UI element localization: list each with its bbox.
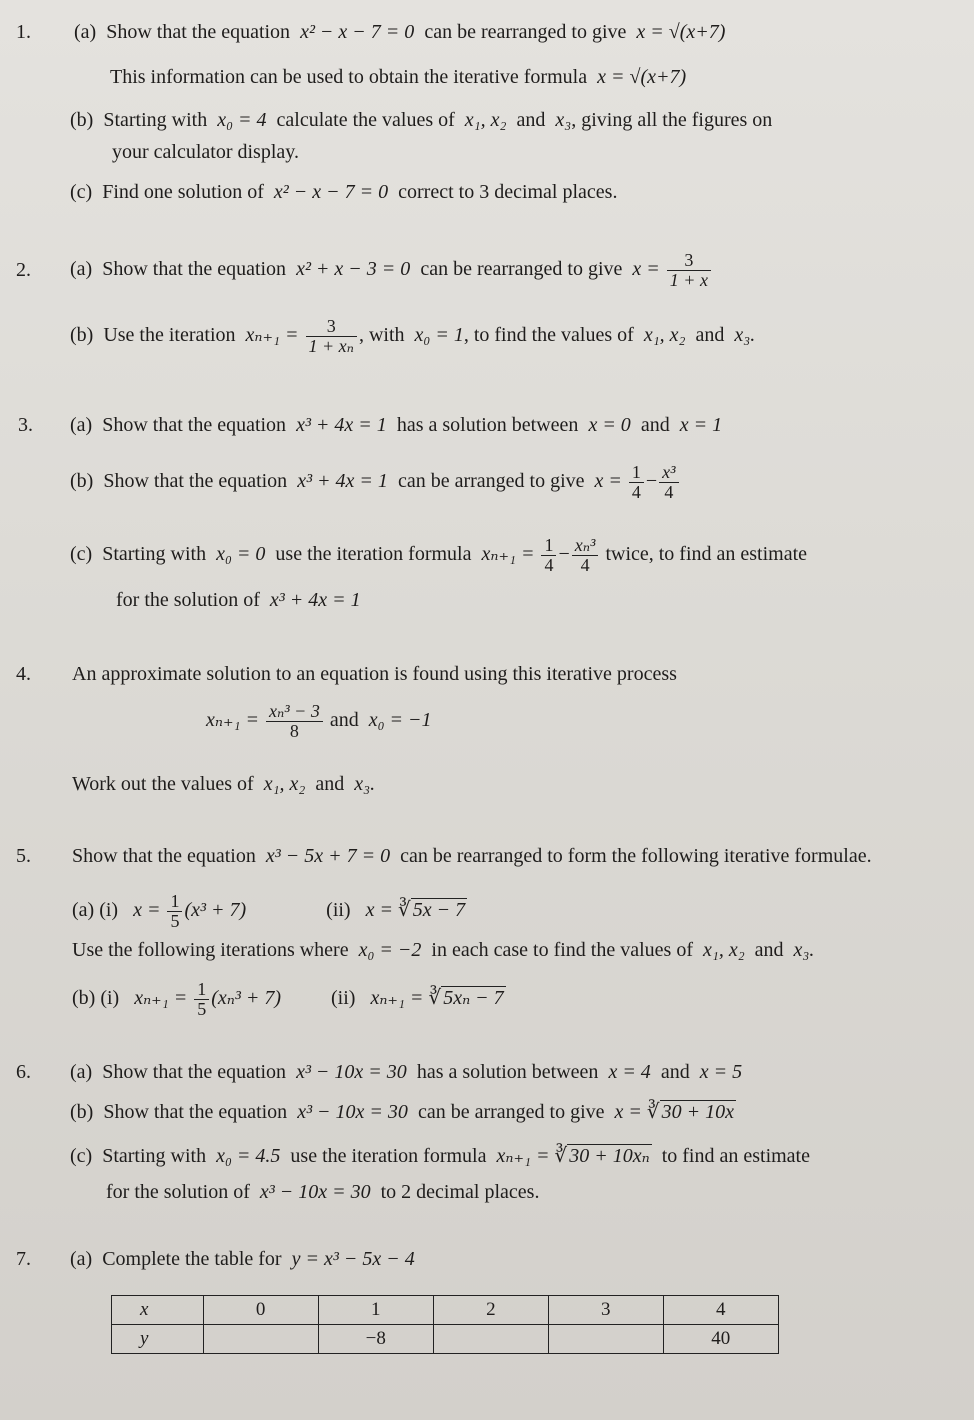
- q3a-label: (a): [70, 414, 93, 436]
- q2b-vals: x₁, x₂: [643, 324, 686, 346]
- q6c-text4: for the solution of: [106, 1181, 250, 1203]
- q3a-and: and: [640, 414, 670, 436]
- q5bi-lhs: xₙ₊₁ =: [134, 987, 188, 1009]
- q3c-fraction-2-num: xₙ³: [572, 536, 599, 556]
- q1c-text1: Find one solution of: [102, 181, 264, 203]
- q3c-text4: for the solution of: [116, 589, 260, 611]
- q5-number: 5.: [16, 845, 31, 867]
- q2a-numerator: 3: [667, 251, 711, 271]
- q3c-x0: x₀ = 0: [216, 543, 266, 565]
- q3b-fraction-2: [659, 463, 678, 502]
- q1a-label: (a): [74, 21, 97, 43]
- q5a-line: [72, 888, 467, 932]
- q1-info-line: [110, 65, 686, 89]
- q4-text: An approximate solution to an equation is found using this iterative process: [72, 663, 677, 685]
- q1b-text2: calculate the values of: [276, 109, 455, 131]
- q4-denominator: 8: [289, 720, 299, 741]
- q6c-text2: use the iteration formula: [290, 1145, 487, 1167]
- q5-text2: can be rearranged to form the following iterative formulae.: [400, 845, 872, 867]
- q1b-label: (b): [70, 109, 94, 131]
- q3b-lhs: x =: [594, 470, 622, 492]
- q5bi-fraction-den: 5: [197, 998, 207, 1019]
- q3b-fraction-1-num: 1: [629, 463, 644, 483]
- q6a-and: and: [660, 1061, 690, 1083]
- q6c-label: (c): [70, 1145, 93, 1167]
- q2a-equation: x² + x − 3 = 0: [296, 258, 411, 280]
- q7-table-y-cell: −8: [318, 1325, 433, 1354]
- q1a-mid: can be rearranged to give: [424, 21, 627, 43]
- q2a-mid: can be rearranged to give: [420, 258, 623, 280]
- q2b-label: (b): [70, 324, 94, 346]
- q2b-denominator: 1 + xₙ: [308, 335, 354, 356]
- q2a-label: (a): [70, 258, 93, 280]
- q7-table-x-cell: 3: [548, 1296, 663, 1325]
- q3b-equation: x³ + 4x = 1: [297, 470, 388, 492]
- q6b-label: (b): [70, 1101, 94, 1123]
- q5bi-label: (b) (i): [72, 987, 120, 1009]
- q7-table-y-cell[interactable]: [433, 1325, 548, 1354]
- q1b-line: [70, 108, 772, 132]
- q7-table-y-cell[interactable]: [203, 1325, 318, 1354]
- q3b-fraction-1: [629, 463, 644, 502]
- q3c-fraction-1-num: 1: [541, 536, 556, 556]
- q3a-line: [70, 413, 722, 437]
- q1b-and: and: [516, 109, 546, 131]
- q2b-x0: x₀ = 1: [414, 324, 464, 346]
- q4-vals: x₁, x₂: [263, 773, 306, 795]
- q6a-label: (a): [70, 1061, 93, 1083]
- q3a-equation: x³ + 4x = 1: [296, 414, 387, 436]
- q7a-text: Complete the table for: [102, 1248, 282, 1270]
- q1c-text2: correct to 3 decimal places.: [398, 181, 618, 203]
- q3a-mid: has a solution between: [396, 414, 579, 436]
- q5aii-root-symbol: ∛: [397, 899, 411, 921]
- q1c-label: (c): [70, 181, 93, 203]
- q3c-fraction-1: [541, 536, 556, 575]
- q3a-lower: x = 0: [588, 414, 631, 436]
- q1b-text3: , giving all the figures on: [571, 109, 773, 131]
- q4-fraction: [266, 702, 323, 741]
- q3a-text: Show that the equation: [102, 414, 287, 436]
- q3b-text: Show that the equation: [103, 470, 288, 492]
- q5-text: Show that the equation: [72, 845, 256, 867]
- q1b-line2: your calculator display.: [112, 141, 299, 163]
- q2a-lhs: x =: [632, 258, 660, 280]
- q3c-line: (c) Starting with x₀ = 0 use the iteration formula xₙ₊₁ = $\frac{1}{4}$ − $\frac{\text{xₙ³}}{4}$ twice, to find an estimate: [70, 534, 808, 575]
- q1b-x0: x₀ = 4: [217, 109, 267, 131]
- q7-table-x-cell: 2: [433, 1296, 548, 1325]
- q5-use: Use the following iterations where: [72, 939, 349, 961]
- q7-table-row-y: [112, 1325, 779, 1354]
- q1b-x3: x₃: [555, 109, 572, 131]
- q4-formula-line: [206, 697, 432, 743]
- q6a-mid: has a solution between: [416, 1061, 599, 1083]
- q4-x3: x₃.: [354, 773, 376, 795]
- q4-and2: and: [315, 773, 345, 795]
- q7-table-y-cell[interactable]: [548, 1325, 663, 1354]
- q7a-label: (a): [70, 1248, 93, 1270]
- q2b-text3: , to find the values of: [463, 324, 634, 346]
- q6c-text1: Starting with: [102, 1145, 207, 1167]
- q5ai-fraction-num: 1: [167, 892, 182, 912]
- q7-table-x-cell: 4: [663, 1296, 778, 1325]
- q6a-text: Show that the equation: [102, 1061, 287, 1083]
- q2b-text2: , with: [358, 324, 405, 346]
- q6c-radicand: 30 + 10xₙ: [569, 1145, 650, 1167]
- q6b-radicand: 30 + 10x: [661, 1101, 735, 1123]
- q6c-line: [70, 1144, 810, 1168]
- q2a-fraction: [667, 251, 711, 290]
- q6b-equation: x³ − 10x = 30: [297, 1101, 408, 1123]
- q6b-lhs: x =: [614, 1101, 642, 1123]
- q7a-equation: y = x³ − 5x − 4: [291, 1248, 415, 1270]
- q5aii-label: (ii): [326, 899, 351, 921]
- q3c-fraction-2: [572, 536, 599, 575]
- q4-lhs: xₙ₊₁ =: [206, 709, 259, 731]
- q5-equation: x³ − 5x + 7 = 0: [265, 845, 391, 867]
- q5ai-rest: (x³ + 7): [184, 899, 247, 921]
- q5-line: [72, 844, 872, 868]
- q4-work-line: [72, 772, 375, 796]
- q7a-line: [70, 1247, 415, 1271]
- q2b-and: and: [695, 324, 725, 346]
- q7-table-x-cell: 0: [203, 1296, 318, 1325]
- q7-table-y-header: y: [112, 1325, 204, 1354]
- q5aii-lhs: x =: [365, 899, 393, 921]
- q6a-line: [70, 1060, 742, 1084]
- q5ai-label: (a) (i): [72, 899, 119, 921]
- q1a-text: Show that the equation: [106, 21, 291, 43]
- q1a-equation: x² − x − 7 = 0: [300, 21, 415, 43]
- q5bii-lhs: xₙ₊₁ =: [370, 987, 424, 1009]
- q1c-line: [70, 180, 617, 204]
- q4-numerator: xₙ³ − 3: [266, 702, 323, 722]
- q7-table-y-cell: 40: [663, 1325, 778, 1354]
- q3b-fraction-2-den: 4: [664, 481, 674, 502]
- q3c-equation: x³ + 4x = 1: [269, 589, 361, 611]
- q1a-line: [74, 20, 725, 44]
- q2a-denominator: 1 + x: [669, 269, 708, 290]
- q6b-mid: can be arranged to give: [417, 1101, 605, 1123]
- q5-use-x0: x₀ = −2: [358, 939, 422, 961]
- q6-number: 6.: [16, 1061, 31, 1083]
- q4-work: Work out the values of: [72, 773, 254, 795]
- q6c-lhs: xₙ₊₁ =: [496, 1145, 550, 1167]
- q4-number: 4.: [16, 663, 31, 685]
- q2b-text1: Use the iteration: [103, 324, 236, 346]
- q2-number: 2.: [16, 259, 31, 281]
- q6b-line: [70, 1100, 736, 1124]
- q3c-text3: twice, to find an estimate: [605, 543, 808, 565]
- q3b-mid: can be arranged to give: [397, 470, 585, 492]
- q5-use-vals: x₁, x₂: [702, 939, 745, 961]
- q5bii-label: (ii): [331, 987, 356, 1009]
- q7-table-row-x: [112, 1296, 779, 1325]
- q5aii-radicand: 5x − 7: [412, 899, 466, 921]
- q7-table: [111, 1295, 779, 1354]
- q3a-upper: x = 1: [679, 414, 723, 436]
- q6a-lower: x = 4: [608, 1061, 651, 1083]
- q6a-upper: x = 5: [699, 1061, 743, 1083]
- q3c-label: (c): [70, 543, 93, 565]
- q6b-root-symbol: ∛: [646, 1101, 660, 1123]
- q6c-root-symbol: ∛: [554, 1145, 568, 1167]
- q5b-line: [72, 976, 506, 1020]
- q7-number: 7.: [16, 1248, 31, 1270]
- q3c-text2: use the iteration formula: [275, 543, 472, 565]
- q6c-equation: x³ − 10x = 30: [259, 1181, 371, 1203]
- q4-and: and: [329, 709, 359, 731]
- q5bi-rest: (xₙ³ + 7): [211, 987, 281, 1009]
- q5ai-lhs: x =: [133, 899, 161, 921]
- q1-info: This information can be used to obtain the iterative formula: [110, 66, 588, 88]
- q5bii-radicand: 5xₙ − 7: [443, 987, 504, 1009]
- q7-table-x-cell: 1: [318, 1296, 433, 1325]
- q2a-text: Show that the equation: [102, 258, 287, 280]
- q2b-lhs: xₙ₊₁ =: [245, 324, 299, 346]
- q1b-text1: Starting with: [103, 109, 208, 131]
- q2a-line: [70, 248, 713, 290]
- q1-info-formula: x = √(x+7): [597, 66, 687, 88]
- q3c-lhs: xₙ₊₁ =: [481, 543, 535, 565]
- q5ai-fraction: [167, 892, 182, 931]
- q6c-text3: to find an estimate: [661, 1145, 810, 1167]
- q5ai-fraction-den: 5: [170, 910, 180, 931]
- q3b-label: (b): [70, 470, 94, 492]
- q5-use-x3: x₃.: [793, 939, 815, 961]
- q3c-text1: Starting with: [102, 543, 207, 565]
- q1-number: 1.: [16, 21, 31, 43]
- q5bii-root-symbol: ∛: [428, 987, 442, 1009]
- q1b-vals: x₁, x₂: [464, 109, 507, 131]
- q4-x0: x₀ = −1: [368, 709, 432, 731]
- q5bi-fraction-num: 1: [194, 980, 209, 1000]
- q6a-equation: x³ − 10x = 30: [296, 1061, 407, 1083]
- q6c-text5: to 2 decimal places.: [380, 1181, 540, 1203]
- q3b-line: (b) Show that the equation x³ + 4x = 1 can be arranged to give x = $\frac{1}{4}$ − $\frac{\text{x³}}{4}$: [70, 460, 681, 502]
- q6c-line2: [106, 1180, 539, 1204]
- q2b-numerator: 3: [306, 317, 357, 337]
- q5-use-and: and: [754, 939, 784, 961]
- q3c-fraction-2-den: 4: [580, 554, 590, 575]
- q5bi-fraction: [194, 980, 209, 1019]
- q5-use-line: [72, 938, 814, 962]
- q2b-fraction: [306, 317, 357, 356]
- q1c-equation: x² − x − 7 = 0: [273, 181, 389, 203]
- q7-table-x-header: x: [112, 1296, 204, 1325]
- q6b-text: Show that the equation: [103, 1101, 288, 1123]
- q3b-fraction-2-num: x³: [659, 463, 678, 483]
- q1a-result: x = √(x+7): [636, 21, 726, 43]
- q2b-x3: x₃.: [734, 324, 756, 346]
- q6c-x0: x₀ = 4.5: [216, 1145, 281, 1167]
- q3c-line2: [116, 588, 361, 612]
- q3-number: 3.: [18, 414, 33, 436]
- q2b-line: [70, 314, 755, 356]
- q3b-fraction-1-den: 4: [631, 481, 641, 502]
- q3c-fraction-1-den: 4: [544, 554, 554, 575]
- q5-use-mid: in each case to find the values of: [431, 939, 693, 961]
